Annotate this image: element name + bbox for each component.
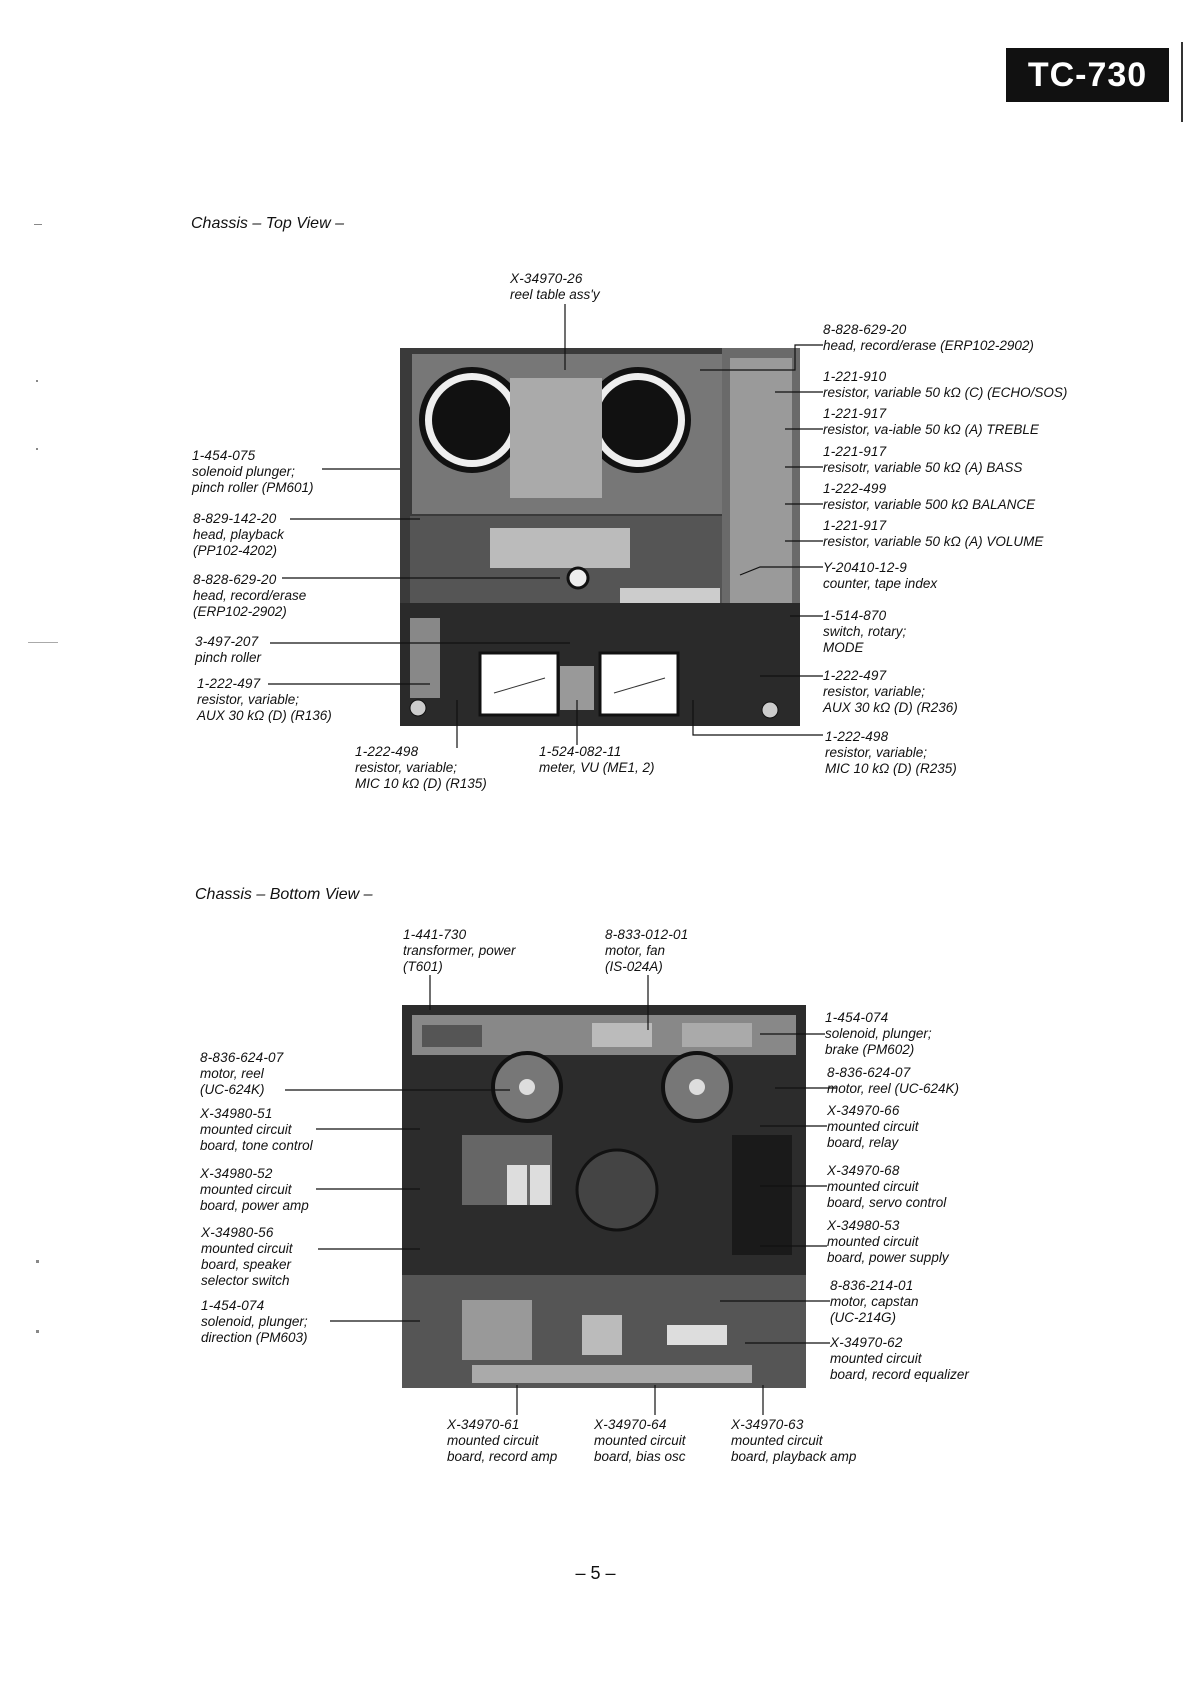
callout-board-playback-amp: X-34970-63 mounted circuit board, playback amp (731, 1417, 857, 1464)
model-badge: TC-730 (1006, 48, 1169, 102)
callout-pinch-roller: 3-497-207 pinch roller (195, 634, 262, 665)
callout-resistor-echo-sos: 1-221-910 resistor, variable 50 kΩ (C) (ECHO/SOS) (823, 369, 1068, 400)
callout-board-tone-control: X-34980-51 mounted circuit board, tone control (200, 1106, 313, 1153)
margin-mark (34, 224, 42, 225)
callout-solenoid-direction: 1-454-074 solenoid, plunger; direction (PM603) (201, 1298, 308, 1345)
callout-motor-capstan: 8-836-214-01 motor, capstan (UC-214G) (830, 1278, 919, 1325)
callout-solenoid-pinch-roller: 1-454-075 solenoid plunger; pinch roller (PM601) (192, 448, 314, 495)
callout-resistor-aux-r236: 1-222-497 resistor, variable; AUX 30 kΩ (D) (R236) (823, 668, 958, 715)
section-title-top: Chassis – Top View – (191, 215, 344, 232)
margin-mark (28, 642, 58, 643)
callout-board-record-equalizer: X-34970-62 mounted circuit board, record equalizer (830, 1335, 969, 1382)
callout-head-playback: 8-829-142-20 head, playback (PP102-4202) (193, 511, 284, 558)
chassis-bottom-photo (402, 1005, 806, 1388)
edge-rule (1181, 42, 1183, 122)
callout-resistor-treble: 1-221-917 resistor, va-iable 50 kΩ (A) TREBLE (823, 406, 1039, 437)
callout-board-record-amp: X-34970-61 mounted circuit board, record amp (447, 1417, 558, 1464)
page-number: – 5 – (575, 1563, 616, 1583)
callout-transformer-power: 1-441-730 transformer, power (T601) (403, 927, 516, 974)
callout-board-relay: X-34970-66 mounted circuit board, relay (827, 1103, 919, 1150)
margin-mark (36, 448, 38, 450)
callout-board-bias-osc: X-34970-64 mounted circuit board, bias osc (594, 1417, 686, 1464)
callout-motor-reel-left: 8-836-624-07 motor, reel (UC-624K) (200, 1050, 284, 1097)
callout-resistor-mic-r135: 1-222-498 resistor, variable; MIC 10 kΩ (D) (R135) (355, 744, 487, 791)
callout-switch-mode: 1-514-870 switch, rotary; MODE (823, 608, 907, 655)
callout-board-servo-control: X-34970-68 mounted circuit board, servo control (827, 1163, 947, 1210)
margin-mark (36, 1330, 39, 1333)
margin-mark (36, 380, 38, 382)
callout-board-power-amp: X-34980-52 mounted circuit board, power amp (200, 1166, 309, 1213)
callout-board-speaker-selector: X-34980-56 mounted circuit board, speaker selector switch (201, 1225, 293, 1288)
callout-motor-reel-right: 8-836-624-07 motor, reel (UC-624K) (827, 1065, 960, 1096)
section-title-bottom: Chassis – Bottom View – (195, 886, 373, 903)
callout-motor-fan: 8-833-012-01 motor, fan (IS-024A) (605, 927, 689, 974)
callout-counter-tape-index: Y-20410-12-9 counter, tape index (823, 560, 938, 591)
callout-resistor-balance: 1-222-499 resistor, variable 500 kΩ BALANCE (823, 481, 1036, 512)
callout-board-power-supply: X-34980-53 mounted circuit board, power supply (827, 1218, 949, 1265)
callout-head-record-erase-left: 8-828-629-20 head, record/erase (ERP102-2902) (193, 572, 307, 619)
callout-solenoid-brake: 1-454-074 solenoid, plunger; brake (PM602) (825, 1010, 932, 1057)
callout-head-record-erase: 8-828-629-20 head, record/erase (ERP102-2902) (823, 322, 1034, 353)
callout-resistor-bass: 1-221-917 resisotr, variable 50 kΩ (A) BASS (823, 444, 1023, 475)
callout-resistor-mic-r235: 1-222-498 resistor, variable; MIC 10 kΩ (D) (R235) (825, 729, 957, 776)
margin-mark (36, 1260, 39, 1263)
chassis-top-photo (400, 348, 800, 726)
callout-reel-table: X-34970-26 reel table ass'y (510, 271, 600, 302)
callout-meter-vu: 1-524-082-11 meter, VU (ME1, 2) (539, 744, 655, 775)
callout-resistor-volume: 1-221-917 resistor, variable 50 kΩ (A) VOLUME (823, 518, 1044, 549)
callout-resistor-aux-r136: 1-222-497 resistor, variable; AUX 30 kΩ (D) (R136) (197, 676, 332, 723)
